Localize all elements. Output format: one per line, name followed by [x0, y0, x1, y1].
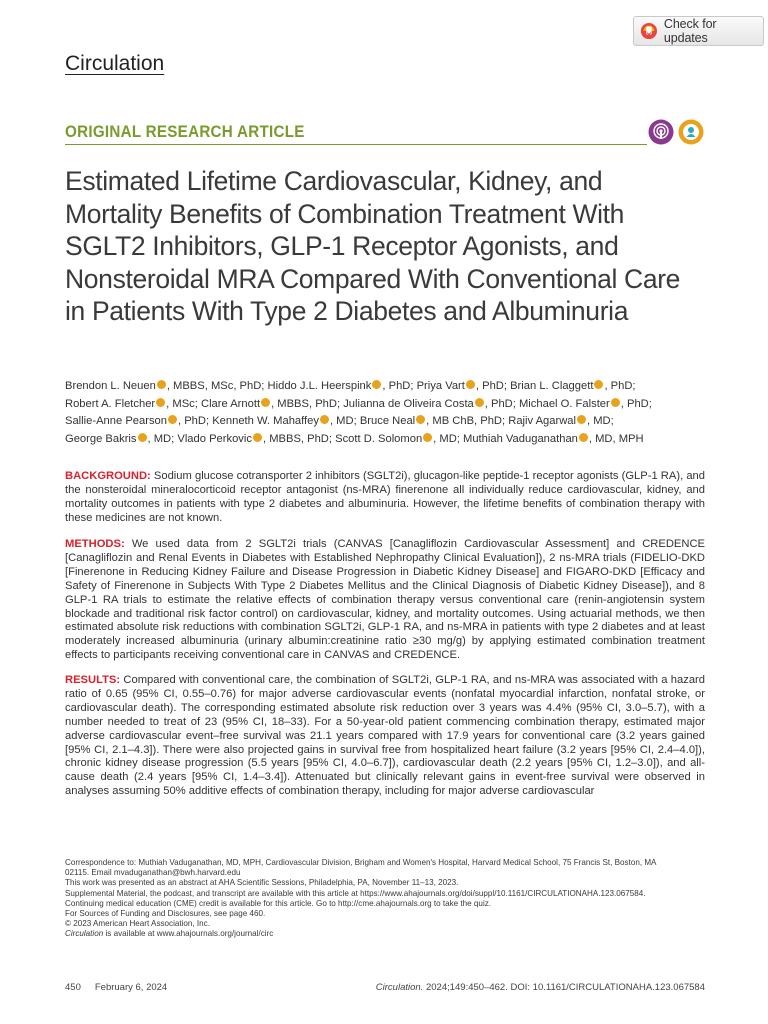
orcid-icon[interactable] [577, 415, 586, 424]
methods-heading: METHODS: [65, 538, 125, 550]
orcid-icon[interactable] [261, 398, 270, 407]
author-degrees: , PhD; [178, 415, 213, 427]
author-name: Robert A. Fletcher [65, 397, 156, 410]
orcid-icon[interactable] [594, 380, 603, 389]
author-name: Brian L. Claggett [510, 380, 594, 392]
author-degrees: , PhD; [475, 380, 511, 392]
podcast-icon[interactable] [648, 119, 674, 145]
author-name: Kenneth W. Mahaffey [212, 415, 319, 427]
author-degrees: , PhD; [484, 397, 519, 410]
abstract-background [65, 470, 705, 526]
copyright-note: © 2023 American Heart Association, Inc. [65, 919, 210, 929]
background-heading: BACKGROUND: [65, 470, 151, 482]
abstract-methods [65, 538, 705, 663]
orcid-icon[interactable] [423, 433, 432, 442]
results-heading: RESULTS: [65, 674, 121, 686]
cme-note: Continuing medical education (CME) credit is available for this article. Go to http://cme.ahajournals.org to take the quiz. [65, 898, 492, 908]
article-title: Estimated Lifetime Cardiovascular, Kidney, and Mortality Benefits of Combination Treatment With SGLT2 Inhibitors, GLP-1 Receptor Agonists, and Nonsteroidal MRA Compared With Conventional Care in Patients With Type 2 Diabetes and Albuminuria [65, 166, 681, 326]
author-name: Vlado Perkovic [177, 432, 252, 445]
author-degrees: , MD; [587, 415, 614, 427]
author-name: Priya Vart [416, 380, 465, 392]
author-degrees: , MB ChB, PhD; [426, 415, 509, 427]
issue-date: February 6, 2024 [94, 982, 168, 993]
availability-note [65, 929, 715, 939]
orcid-icon[interactable] [168, 415, 177, 424]
author-name: Clare Arnott [200, 397, 261, 410]
correspondence-email: 02115. Email mvaduganathan@bwh.harvard.edu [65, 868, 241, 878]
page-number: 450 [65, 982, 81, 993]
orcid-icon[interactable] [253, 433, 262, 442]
author-degrees: , MBBS, PhD; [262, 432, 336, 445]
check-for-updates-icon [640, 22, 658, 40]
presentation-note: This work was presented as an abstract at AHA Scientific Sessions, Philadelphia, PA, November 11–13, 2023. [65, 878, 459, 888]
orcid-icon[interactable] [157, 380, 166, 389]
abstract-results [65, 674, 705, 799]
orcid-icon[interactable] [475, 398, 484, 407]
orcid-icon[interactable] [579, 433, 588, 442]
author-name: Bruce Neal [359, 415, 416, 427]
author-degrees: , MD; [329, 415, 360, 427]
footnotes [65, 858, 715, 940]
availability-text: is available at www.ahajournals.org/journal/circ [103, 929, 274, 939]
author-degrees: , MD; [433, 432, 464, 445]
supplemental-note: Supplemental Material, the podcast, and transcript are available with this article at https://www.ahajournals.org/doi/suppl/10.1161/CIRCULATIONAHA.123.067584. [65, 888, 646, 898]
results-text: Compared with conventional care, the combination of SGLT2i, GLP-1 RA, and ns-MRA was associated with a hazard ratio of 0.65 (95% CI, 0.55–0.76) for major adverse cardiovascular events (nonfatal myocardial infarction, nonfatal stroke, or cardiovascular death). The corresponding estimated absolute risk reduction over 3 years was 4.4% (95% CI, 3.0–5.7), with a number needed to treat of 23 (95% CI, 18–33). For a 50-year-old patient commencing combination therapy, estimated major adverse cardiovascular event–free survival was 21.1 years compared with 17.9 years for conventional care (3.2 years gained [95% CI, 2.1–4.3]). There were also projected gains in survival free from hospitalized heart failure (3.2 years [95% CI, 2.4–4.0]), chronic kidney disease progression (5.5 years [95% CI, 4.0–6.7]), cardiovascular death (2.2 years [95% CI, 1.2–3.0]), and all-cause death (2.4 years [95% CI, 1.4–3.4]). Attenuated but clinically relevant gains in event-free survival were observed in analyses assuming 50% additive effects of combination therapy, including for major adverse cardiovascular [65, 674, 705, 798]
footer-journal: Circulation. [375, 982, 424, 993]
author-degrees: , PhD; [620, 397, 652, 410]
cme-icon[interactable] [678, 119, 704, 145]
author-name: Sallie-Anne Pearson [65, 415, 167, 427]
journal-name-link[interactable]: Circulation [65, 52, 165, 75]
article-type-heading: ORIGINAL RESEARCH ARTICLE [65, 123, 305, 141]
author-name: Muthiah Vaduganathan [463, 432, 578, 445]
author-degrees: , MBBS, PhD; [271, 397, 344, 410]
check-for-updates-label: Check for updates [663, 17, 717, 45]
orcid-icon[interactable] [156, 398, 165, 407]
author-name: Rajiv Agarwal [508, 415, 577, 427]
author-degrees: , MSc; [166, 397, 201, 410]
orcid-icon[interactable] [611, 398, 620, 407]
author-degrees: , MD; [147, 432, 178, 445]
author-name: Brendon L. Neuen [65, 380, 156, 392]
author-name: Scott D. Solomon [335, 432, 423, 445]
orcid-icon[interactable] [416, 415, 425, 424]
author-degrees: , MBBS, MSc, PhD; [166, 380, 268, 392]
correspondence-line: Correspondence to: Muthiah Vaduganathan, MD, MPH, Cardiovascular Division, Brigham and Women's Hospital, Harvard Medical School, 75 Francis St, Boston, MA [65, 858, 657, 867]
orcid-icon[interactable] [372, 380, 381, 389]
footer-citation: 2024;149:450–462. DOI: 10.1161/CIRCULATIONAHA.123.067584 [423, 982, 705, 993]
author-degrees: , PhD; [604, 380, 636, 392]
check-for-updates-button[interactable] [633, 16, 764, 46]
author-name: Hiddo J.L. Heerspink [267, 380, 372, 392]
article-type-rule [65, 144, 647, 145]
background-text: Sodium glucose cotransporter 2 inhibitors (SGLT2i), glucagon-like peptide-1 receptor agonists (GLP-1 RA), and the nonsteroidal mineralocorticoid receptor antagonist (ns-MRA) finerenone all individually reduce cardiovascular, kidney, and mortality outcomes in patients with type 2 diabetes and albuminuria. However, the lifetime benefits of combination therapy with these medicines are not known. [65, 470, 705, 524]
author-name: Michael O. Falster [518, 397, 610, 410]
author-degrees: , PhD; [382, 380, 417, 392]
orcid-icon[interactable] [320, 415, 329, 424]
orcid-icon[interactable] [466, 380, 475, 389]
methods-text: We used data from 2 SGLT2i trials (CANVAS [Canagliflozin Cardiovascular Assessment] and CREDENCE [Canagliflozin and Renal Events in Diabetes with Established Nephropathy Clinical Evaluation]), 2 ns-MRA trials (FIDELIO-DKD [Finerenone in Reducing Kidney Failure and Disease Progression in Diabetic Kidney Disease] and FIGARO-DKD [Efficacy and Safety of Finerenone in Subjects With Type 2 Diabetes Mellitus and the Clinical Diagnosis of Diabetic Kidney Disease]), and 8 GLP-1 RA trials to estimate the relative effects of combination therapy versus conventional care (renin-angiotensin system blockade and traditional risk factor control) on cardiovascular, kidney, and mortality outcomes. Using actuarial methods, we then estimated absolute risk reductions with combination SGLT2i, GLP-1 RA, and ns-MRA in patients with type 2 diabetes and at least moderately increased albuminuria (urinary albumin:creatinine ratio ≥30 mg/g) by applying estimated combination treatment effects to participants receiving conventional care in CANVAS and CREDENCE. [65, 538, 705, 662]
author-degrees: , MD, MPH [588, 432, 644, 445]
author-name: Julianna de Oliveira Costa [343, 397, 474, 410]
funding-note: For Sources of Funding and Disclosures, see page 460. [65, 909, 266, 919]
availability-journal: Circulation [65, 929, 104, 939]
orcid-icon[interactable] [138, 433, 147, 442]
author-name: George Bakris [65, 432, 137, 445]
author-list [65, 378, 705, 448]
